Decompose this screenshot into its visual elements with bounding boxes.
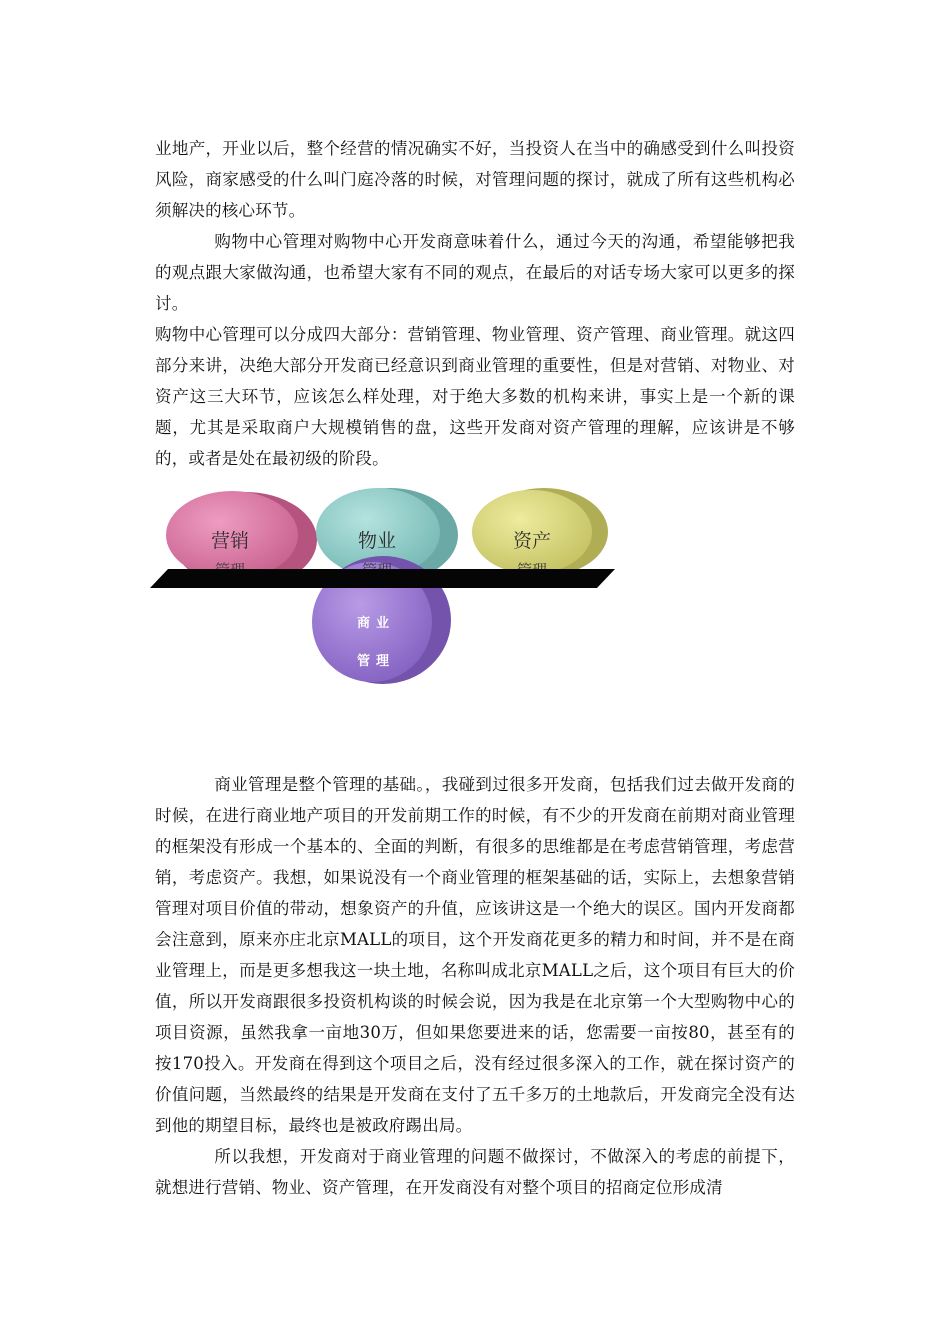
paragraph-2: 购物中心管理对购物中心开发商意味着什么，通过今天的沟通，希望能够把我的观点跟大家做沟通，也希望大家有不同的观点，在最后的对话专场大家可以更多的探讨。 bbox=[155, 232, 795, 313]
marketing-sublabel bbox=[180, 560, 280, 569]
management-diagram bbox=[150, 480, 620, 695]
text-block-top bbox=[155, 133, 795, 474]
text-block-bottom bbox=[155, 769, 795, 1203]
property-sublabel bbox=[327, 560, 427, 569]
paragraph-1: 业地产，开业以后，整个经营的情况确实不好，当投资人在当中的确感受到什么叫投资风险，商家感受的什么叫门庭冷落的时候，对管理问题的探讨，就成了所有这些机构必须解决的核心环节。 bbox=[155, 139, 795, 220]
commercial-label-line1: 商业 bbox=[356, 616, 395, 631]
paragraph-3: 购物中心管理可以分成四大部分：营销管理、物业管理、资产管理、商业管理。就这四部分来讲，决绝大部分开发商已经意识到商业管理的重要性，但是对营销、对物业、对资产这三大环节，应该怎么样处理，对于绝大多数的机构来讲，事实上是一个新的课题，尤其是采取商户大规模销售的盘，这些开发商对资产管理的理解，应该讲是不够的，或者是处在最初级的阶段。 bbox=[155, 325, 795, 468]
asset-label: 资产 bbox=[512, 530, 551, 552]
marketing-label: 营销 bbox=[210, 530, 249, 552]
paragraph-4: 商业管理是整个管理的基础。，我碰到过很多开发商，包括我们过去做开发商的时候，在进行商业地产项目的开发前期工作的时候，有不少的开发商在前期对商业管理的框架没有形成一个基本的、全面的判断，有很多的思维都是在考虑营销管理，考虑营销，考虑资产。我想，如果说没有一个商业管理的框架基础的话，实际上，去想象营销管理对项目价值的带动，想象资产的升值，应该讲这是一个绝大的误区。国内开发商都会注意到，原来亦庄北京MALL的项目，这个开发商花更多的精力和时间，并不是在商业管理上，而是更多想我这一块土地，名称叫成北京MALL之后，这个项目有巨大的价值，所以开发商跟很多投资机构谈的时候会说，因为我是在北京第一个大型购物中心的项目资源，虽然我拿一亩地30万，但如果您要进来的话，您需要一亩按80，甚至有的按170投入。开发商在得到这个项目之后，没有经过很多深入的工作，就在探讨资产的价值问题，当然最终的结果是开发商在支付了五千多万的土地款后，开发商完全没有达到他的期望目标，最终也是被政府踢出局。 bbox=[155, 775, 795, 1135]
asset-sublabel bbox=[482, 560, 582, 569]
property-label: 物业 bbox=[357, 530, 396, 552]
divider-bar bbox=[150, 569, 615, 588]
paragraph-5: 所以我想，开发商对于商业管理的问题不做探讨，不做深入的考虑的前提下，就想进行营销、物业、资产管理，在开发商没有对整个项目的招商定位形成清 bbox=[155, 1147, 795, 1197]
commercial-label-line2: 管理 bbox=[356, 654, 395, 669]
